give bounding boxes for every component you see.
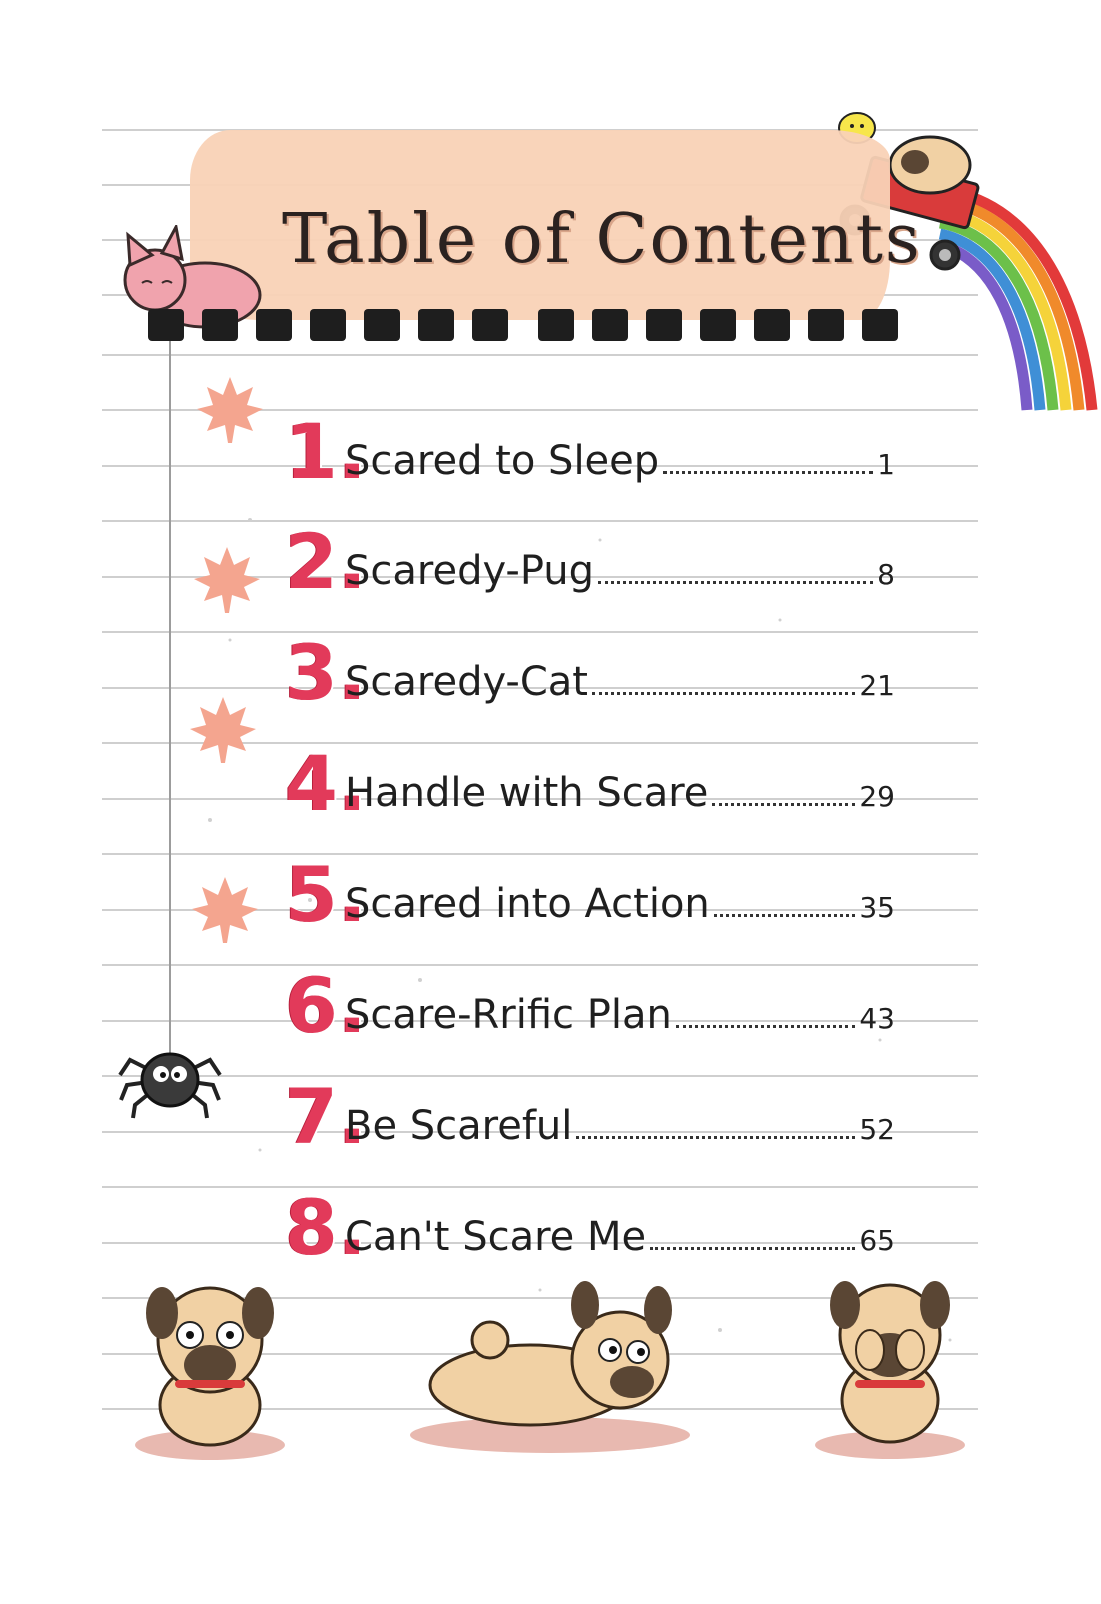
- page-number: 52: [859, 1113, 895, 1146]
- dot-leader: [676, 1025, 856, 1028]
- dot-leader: [712, 803, 855, 806]
- chapter-title: Be Scareful: [345, 1103, 573, 1149]
- toc-entry[interactable]: [285, 611, 905, 717]
- chapter-title: Scaredy-Pug: [345, 548, 595, 594]
- dot-leader: [650, 1247, 855, 1250]
- chapter-title: Can't Scare Me: [345, 1214, 647, 1260]
- page-number: 29: [859, 780, 895, 813]
- page-number: 21: [859, 669, 895, 702]
- page-number: 1: [877, 448, 895, 481]
- page-title: Table of Contents: [282, 200, 922, 279]
- toc-entry[interactable]: [285, 944, 905, 1050]
- chapter-number: 8 .: [285, 1190, 367, 1266]
- dot-leader: [663, 471, 873, 474]
- chapter-number: 4 .: [285, 746, 367, 822]
- page-number: 35: [859, 891, 895, 924]
- chapter-number: 2 .: [285, 524, 367, 600]
- chapter-title: Scaredy-Cat: [345, 659, 588, 705]
- toc-entry[interactable]: [285, 500, 905, 606]
- chapter-number: 1 .: [285, 414, 367, 490]
- toc-entry[interactable]: [285, 833, 905, 939]
- pug-icon: [120, 1265, 300, 1465]
- chapter-number: 7 .: [285, 1079, 367, 1155]
- chapter-title: Handle with Scare: [345, 770, 709, 816]
- chapter-number: 5 .: [285, 857, 367, 933]
- toc-entry[interactable]: [285, 390, 905, 496]
- dot-leader: [592, 692, 855, 695]
- dot-leader: [576, 1136, 855, 1139]
- toc-entry[interactable]: [285, 1055, 905, 1161]
- page-number: 8: [877, 558, 895, 591]
- chapter-title: Scare-Rrific Plan: [345, 992, 672, 1038]
- page-number: 65: [859, 1224, 895, 1257]
- chapter-number: 6 .: [285, 968, 367, 1044]
- chapter-number: 3 .: [285, 635, 367, 711]
- toc-entry[interactable]: [285, 1166, 905, 1272]
- page-number: 43: [859, 1002, 895, 1035]
- chapter-title: Scared into Action: [345, 881, 710, 927]
- dot-leader: [598, 581, 873, 584]
- toc-entry[interactable]: [285, 722, 905, 828]
- pug-icon: [800, 1260, 980, 1460]
- pug-icon: [400, 1270, 700, 1460]
- chapter-title: Scared to Sleep: [345, 438, 660, 484]
- dot-leader: [714, 914, 856, 917]
